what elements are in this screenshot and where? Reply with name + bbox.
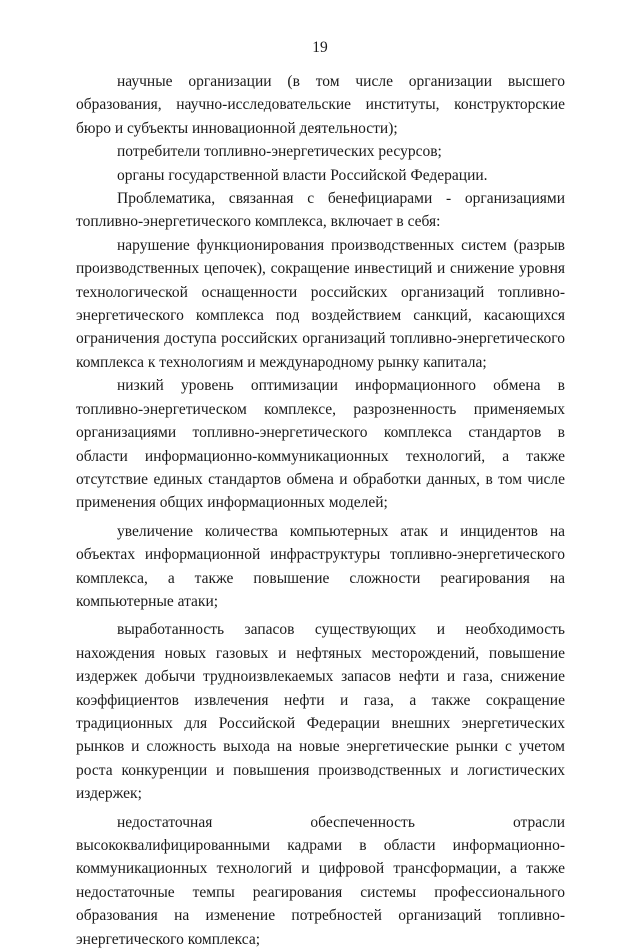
paragraph-problems-intro: Проблематика, связанная с бенефициарами - организациями топливно-энергетического комплекса, включает в себя: xyxy=(76,190,565,231)
paragraph-cyber-attacks: увеличение количества компьютерных атак и инцидентов на объектах информационной инфраструктуры топливно-энергетического комплекса, а также повышение сложности реагирования на компьютерные атаки; xyxy=(76,522,565,610)
paragraph-resource-depletion: выработанность запасов существующих и необходимость нахождения новых газовых и нефтяных месторождений, повышение издержек добычи трудноизвлекаемых запасов нефти и газа, снижение коэффициентов извлечения нефти и газа, а также сокращение традиционных для Российской Федерации внешних энергетических рынков и сложность выхода на новые энергетические рынки с учетом роста конкуренции и повышения производственных и логистических издержек; xyxy=(76,621,565,803)
paragraph-scientific-organizations: научные организации (в том числе организации высшего образования, научно-исследовательские институты, конструкторские бюро и субъекты инновационной деятельности); xyxy=(76,73,565,137)
paragraph-information-exchange: низкий уровень оптимизации информационного обмена в топливно-энергетическом комплексе, разрозненность применяемых организациями топливно-энергетического комплекса стандартов в области информационно-коммуникационных технологий, а также отсутствие единых стандартов обмена и обработки данных, в том числе применения общих информационных моделей; xyxy=(76,377,565,512)
document-body xyxy=(76,70,565,951)
paragraph-staffing-shortage: недостаточная обеспеченность отрасли высококвалифицированными кадрами в области информационно-коммуникационных технологий и цифровой трансформации, а также недостаточные темпы реагирования системы профессионального образования на изменение потребностей организаций топливно-энергетического комплекса; xyxy=(76,813,565,948)
page-number: 19 xyxy=(312,39,328,56)
paragraph-government-bodies: органы государственной власти Российской Федерации. xyxy=(117,166,488,184)
paragraph-sanctions-impact: нарушение функционирования производственных систем (разрыв производственных цепочек), сокращение инвестиций и снижение уровня технологической оснащенности российских организаций топливно-энергетического комплекса под воздействием санкций, касающихся ограничения доступа российских организаций топливно-энергетического комплекса к технологиям и международному рынку капитала; xyxy=(76,236,565,371)
paragraph-fuel-consumers: потребители топливно-энергетических ресурсов; xyxy=(117,143,442,161)
